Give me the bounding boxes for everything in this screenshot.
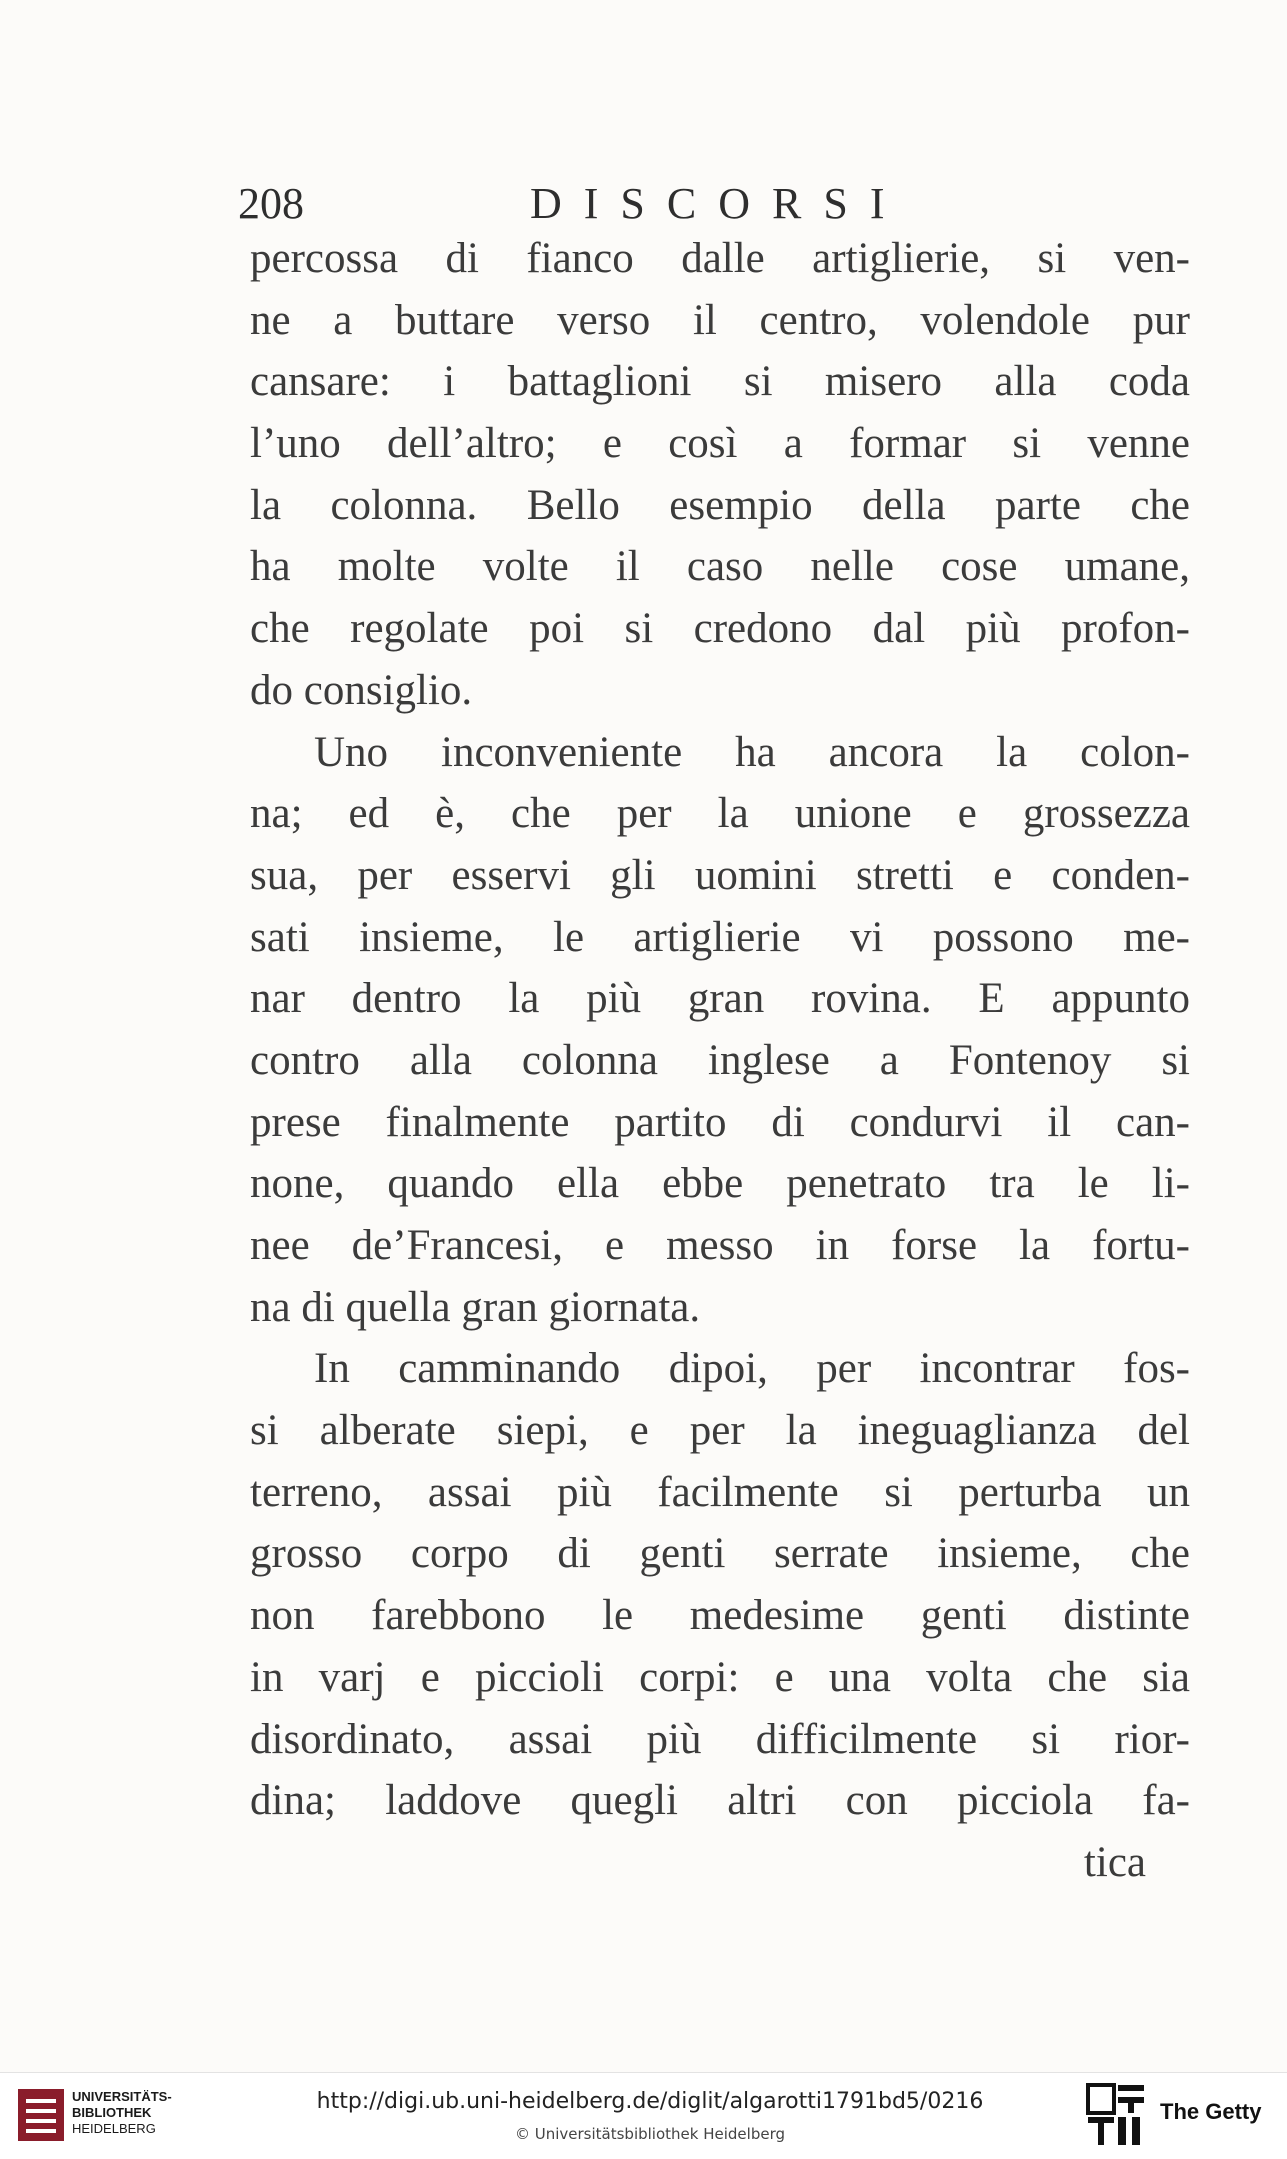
getty-logo-icon: [1086, 2083, 1148, 2147]
catchword: tica: [1083, 1838, 1146, 1886]
text-line: none, quando ella ebbe penetrato tra le li-: [250, 1160, 1190, 1208]
text-line: in varj e piccioli corpi: e una volta che sia: [250, 1653, 1190, 1701]
text-line: na; ed è, che per la unione e grossezza: [250, 790, 1190, 838]
body-text: [250, 228, 1190, 1894]
text-line: terreno, assai più facilmente si perturba un: [250, 1468, 1190, 1516]
viewer-footer: [0, 2072, 1287, 2159]
text-line: la colonna. Bello esempio della parte che: [250, 481, 1190, 529]
text-line: l’uno dell’altro; e così a formar si venne: [250, 420, 1190, 468]
text-line: contro alla colonna inglese a Fontenoy si: [250, 1036, 1190, 1084]
text-line: do consiglio.: [250, 666, 473, 714]
running-head: [238, 178, 907, 229]
text-line: nee de’Francesi, e messo in forse la fortu-: [250, 1222, 1190, 1269]
copyright-notice: © Universitätsbibliothek Heidelberg: [514, 2125, 785, 2143]
text-line: cansare: i battaglioni si misero alla coda: [250, 358, 1190, 406]
text-line: non farebbono le medesime genti distinte: [250, 1592, 1190, 1640]
text-line: disordinato, assai più difficilmente si rior-: [250, 1715, 1190, 1763]
text-line: In camminando dipoi, per incontrar fos-: [314, 1345, 1190, 1393]
text-line: grosso corpo di genti serrate insieme, che: [250, 1530, 1190, 1578]
text-line: percossa di fianco dalle artiglierie, si ven-: [250, 235, 1190, 282]
text-line: dina; laddove quegli altri con picciola fa-: [250, 1777, 1190, 1825]
page-number: 208: [238, 179, 304, 228]
partner-name: The Getty: [1160, 2099, 1262, 2124]
text-line: Uno inconveniente ha ancora la colon-: [314, 728, 1190, 776]
text-line: che regolate poi si credono dal più profon-: [250, 605, 1190, 653]
text-line: ne a buttare verso il centro, volendole pur: [250, 296, 1190, 344]
running-title: DISCORSI: [530, 179, 907, 228]
permalink-url[interactable]: http://digi.ub.uni-heidelberg.de/diglit/algarotti1791bd5/0216: [316, 2089, 984, 2114]
text-line: si alberate siepi, e per la ineguaglianza del: [250, 1407, 1190, 1455]
text-line: sati insieme, le artiglierie vi possono me-: [250, 913, 1190, 961]
text-line: sua, per esservi gli uomini stretti e conden-: [250, 851, 1190, 899]
text-line: ha molte volte il caso nelle cose umane,: [250, 543, 1190, 591]
university-logo-icon: [18, 2089, 64, 2141]
library-name: UNIVERSITÄTS- BIBLIOTHEK HEIDELBERG: [72, 2089, 172, 2136]
text-line: na di quella gran giornata.: [250, 1283, 701, 1331]
text-line: prese finalmente partito di condurvi il can-: [250, 1098, 1190, 1146]
text-line: nar dentro la più gran rovina. E appunto: [250, 975, 1190, 1023]
